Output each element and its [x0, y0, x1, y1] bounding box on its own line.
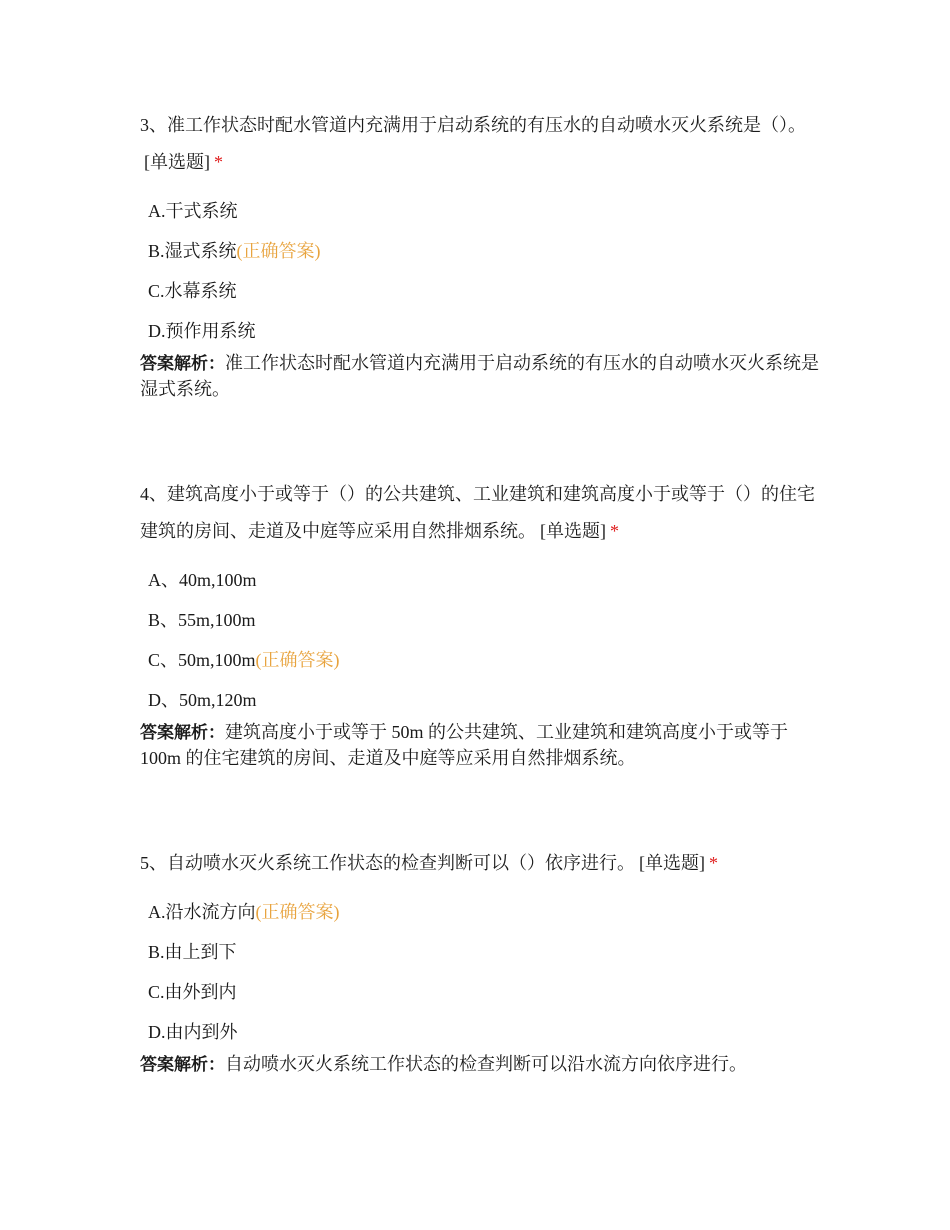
option-label: A.沿水流方向 [148, 902, 256, 922]
option-a[interactable] [140, 191, 820, 231]
answer-analysis [140, 720, 820, 771]
analysis-label: 答案解析： [140, 1055, 225, 1075]
question-text: 5、自动喷水灭火系统工作状态的检查判断可以（）依序进行。 [140, 853, 635, 873]
option-b[interactable] [140, 932, 820, 972]
analysis-text: 自动喷水灭火系统工作状态的检查判断可以沿水流方向依序进行。 [225, 1054, 747, 1074]
required-mark: * [214, 152, 223, 172]
option-a[interactable] [140, 892, 820, 932]
option-label: C.由外到内 [148, 982, 237, 1002]
option-label: D、50m,120m [148, 690, 257, 710]
question-5 [140, 845, 820, 1078]
question-text: 3、准工作状态时配水管道内充满用于启动系统的有压水的自动喷水灭火系统是（）。 [140, 115, 806, 135]
option-b[interactable] [140, 600, 820, 640]
question-type: [单选题] [144, 152, 210, 172]
option-label: D.由内到外 [148, 1022, 238, 1042]
option-a[interactable] [140, 560, 820, 600]
option-list [140, 560, 820, 720]
required-mark: * [610, 521, 619, 541]
option-label: D.预作用系统 [148, 321, 256, 341]
question-4 [140, 476, 820, 771]
analysis-label: 答案解析： [140, 723, 225, 743]
option-label: A、40m,100m [148, 570, 257, 590]
option-d[interactable] [140, 311, 820, 351]
analysis-text: 准工作状态时配水管道内充满用于启动系统的有压水的自动喷水灭火系统是湿式系统。 [140, 353, 819, 399]
option-label: C、50m,100m [148, 650, 256, 670]
required-mark: * [709, 853, 718, 873]
option-list [140, 191, 820, 351]
option-label: B.由上到下 [148, 942, 237, 962]
question-title [140, 845, 820, 882]
question-title [140, 476, 820, 550]
option-d[interactable] [140, 680, 820, 720]
option-label: B、55m,100m [148, 610, 256, 630]
option-d[interactable] [140, 1012, 820, 1052]
correct-answer-mark: (正确答案) [255, 902, 340, 922]
question-type: [单选题] [540, 521, 606, 541]
analysis-label: 答案解析： [140, 354, 225, 374]
correct-answer-mark: (正确答案) [255, 650, 340, 670]
question-type: [单选题] [639, 853, 705, 873]
answer-analysis [140, 351, 820, 402]
option-b[interactable] [140, 231, 820, 271]
analysis-text: 建筑高度小于或等于 50m 的公共建筑、工业建筑和建筑高度小于或等于 100m 的住宅建筑的房间、走道及中庭等应采用自然排烟系统。 [140, 722, 788, 768]
correct-answer-mark: (正确答案) [236, 241, 321, 261]
option-c[interactable] [140, 640, 820, 680]
answer-analysis [140, 1052, 820, 1078]
option-label: A.干式系统 [148, 201, 238, 221]
question-title [140, 107, 820, 181]
option-label: B.湿式系统 [148, 241, 237, 261]
question-3 [140, 107, 820, 402]
question-text: 4、建筑高度小于或等于（）的公共建筑、工业建筑和建筑高度小于或等于（）的住宅建筑的房间、走道及中庭等应采用自然排烟系统。 [140, 484, 815, 541]
option-label: C.水幕系统 [148, 281, 237, 301]
option-c[interactable] [140, 972, 820, 1012]
option-list [140, 892, 820, 1052]
option-c[interactable] [140, 271, 820, 311]
